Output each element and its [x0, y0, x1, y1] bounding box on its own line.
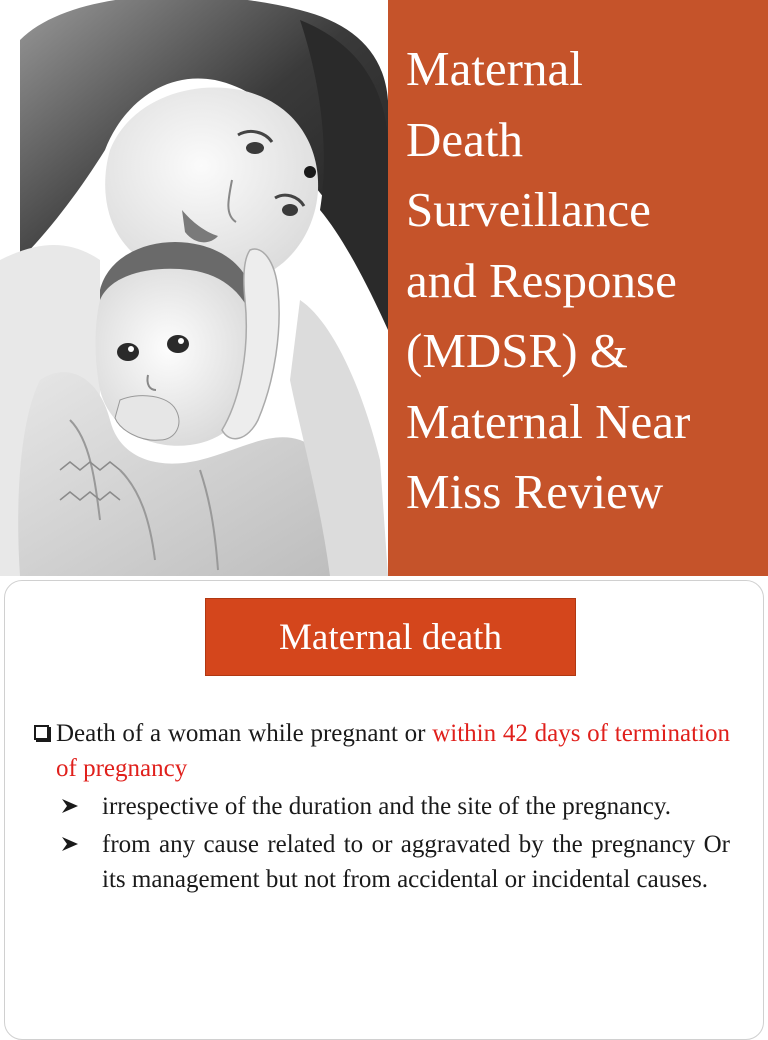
title-line-6: Maternal Near: [406, 393, 691, 449]
checkbox-square-icon: [34, 725, 49, 740]
title-line-2: Death: [406, 111, 523, 167]
title-line-4: and Response: [406, 252, 677, 308]
title-line-3: Surveillance: [406, 182, 651, 237]
content-slide: [0, 578, 768, 1024]
title-line-5: (MDSR) &: [406, 323, 628, 378]
list-item: [34, 789, 730, 824]
arrow-bullet-icon: [60, 836, 80, 852]
title-panel: [388, 0, 768, 576]
title-line-1: Maternal: [406, 41, 583, 96]
sub-item-text: from any cause related to or aggravated by the pregnancy Or its management but not from accidental or incidental causes.: [102, 831, 730, 893]
definition-text: Death of a woman while pregnant or: [56, 720, 433, 747]
arrow-bullet-icon: [60, 798, 80, 814]
definition-bullet: [34, 716, 730, 786]
sub-bullet-list: [34, 789, 730, 897]
list-item: [34, 827, 730, 897]
heading-box: [205, 598, 576, 676]
sub-item-text: irrespective of the duration and the site of the pregnancy.: [102, 793, 671, 820]
definition-highlight: within 42 days of termination of pregnancy: [56, 720, 730, 782]
slide-content: [34, 716, 730, 900]
slide-heading: Maternal death: [279, 616, 502, 658]
mother-baby-sketch-image: [0, 0, 388, 576]
title-line-7: Miss Review: [406, 464, 664, 519]
